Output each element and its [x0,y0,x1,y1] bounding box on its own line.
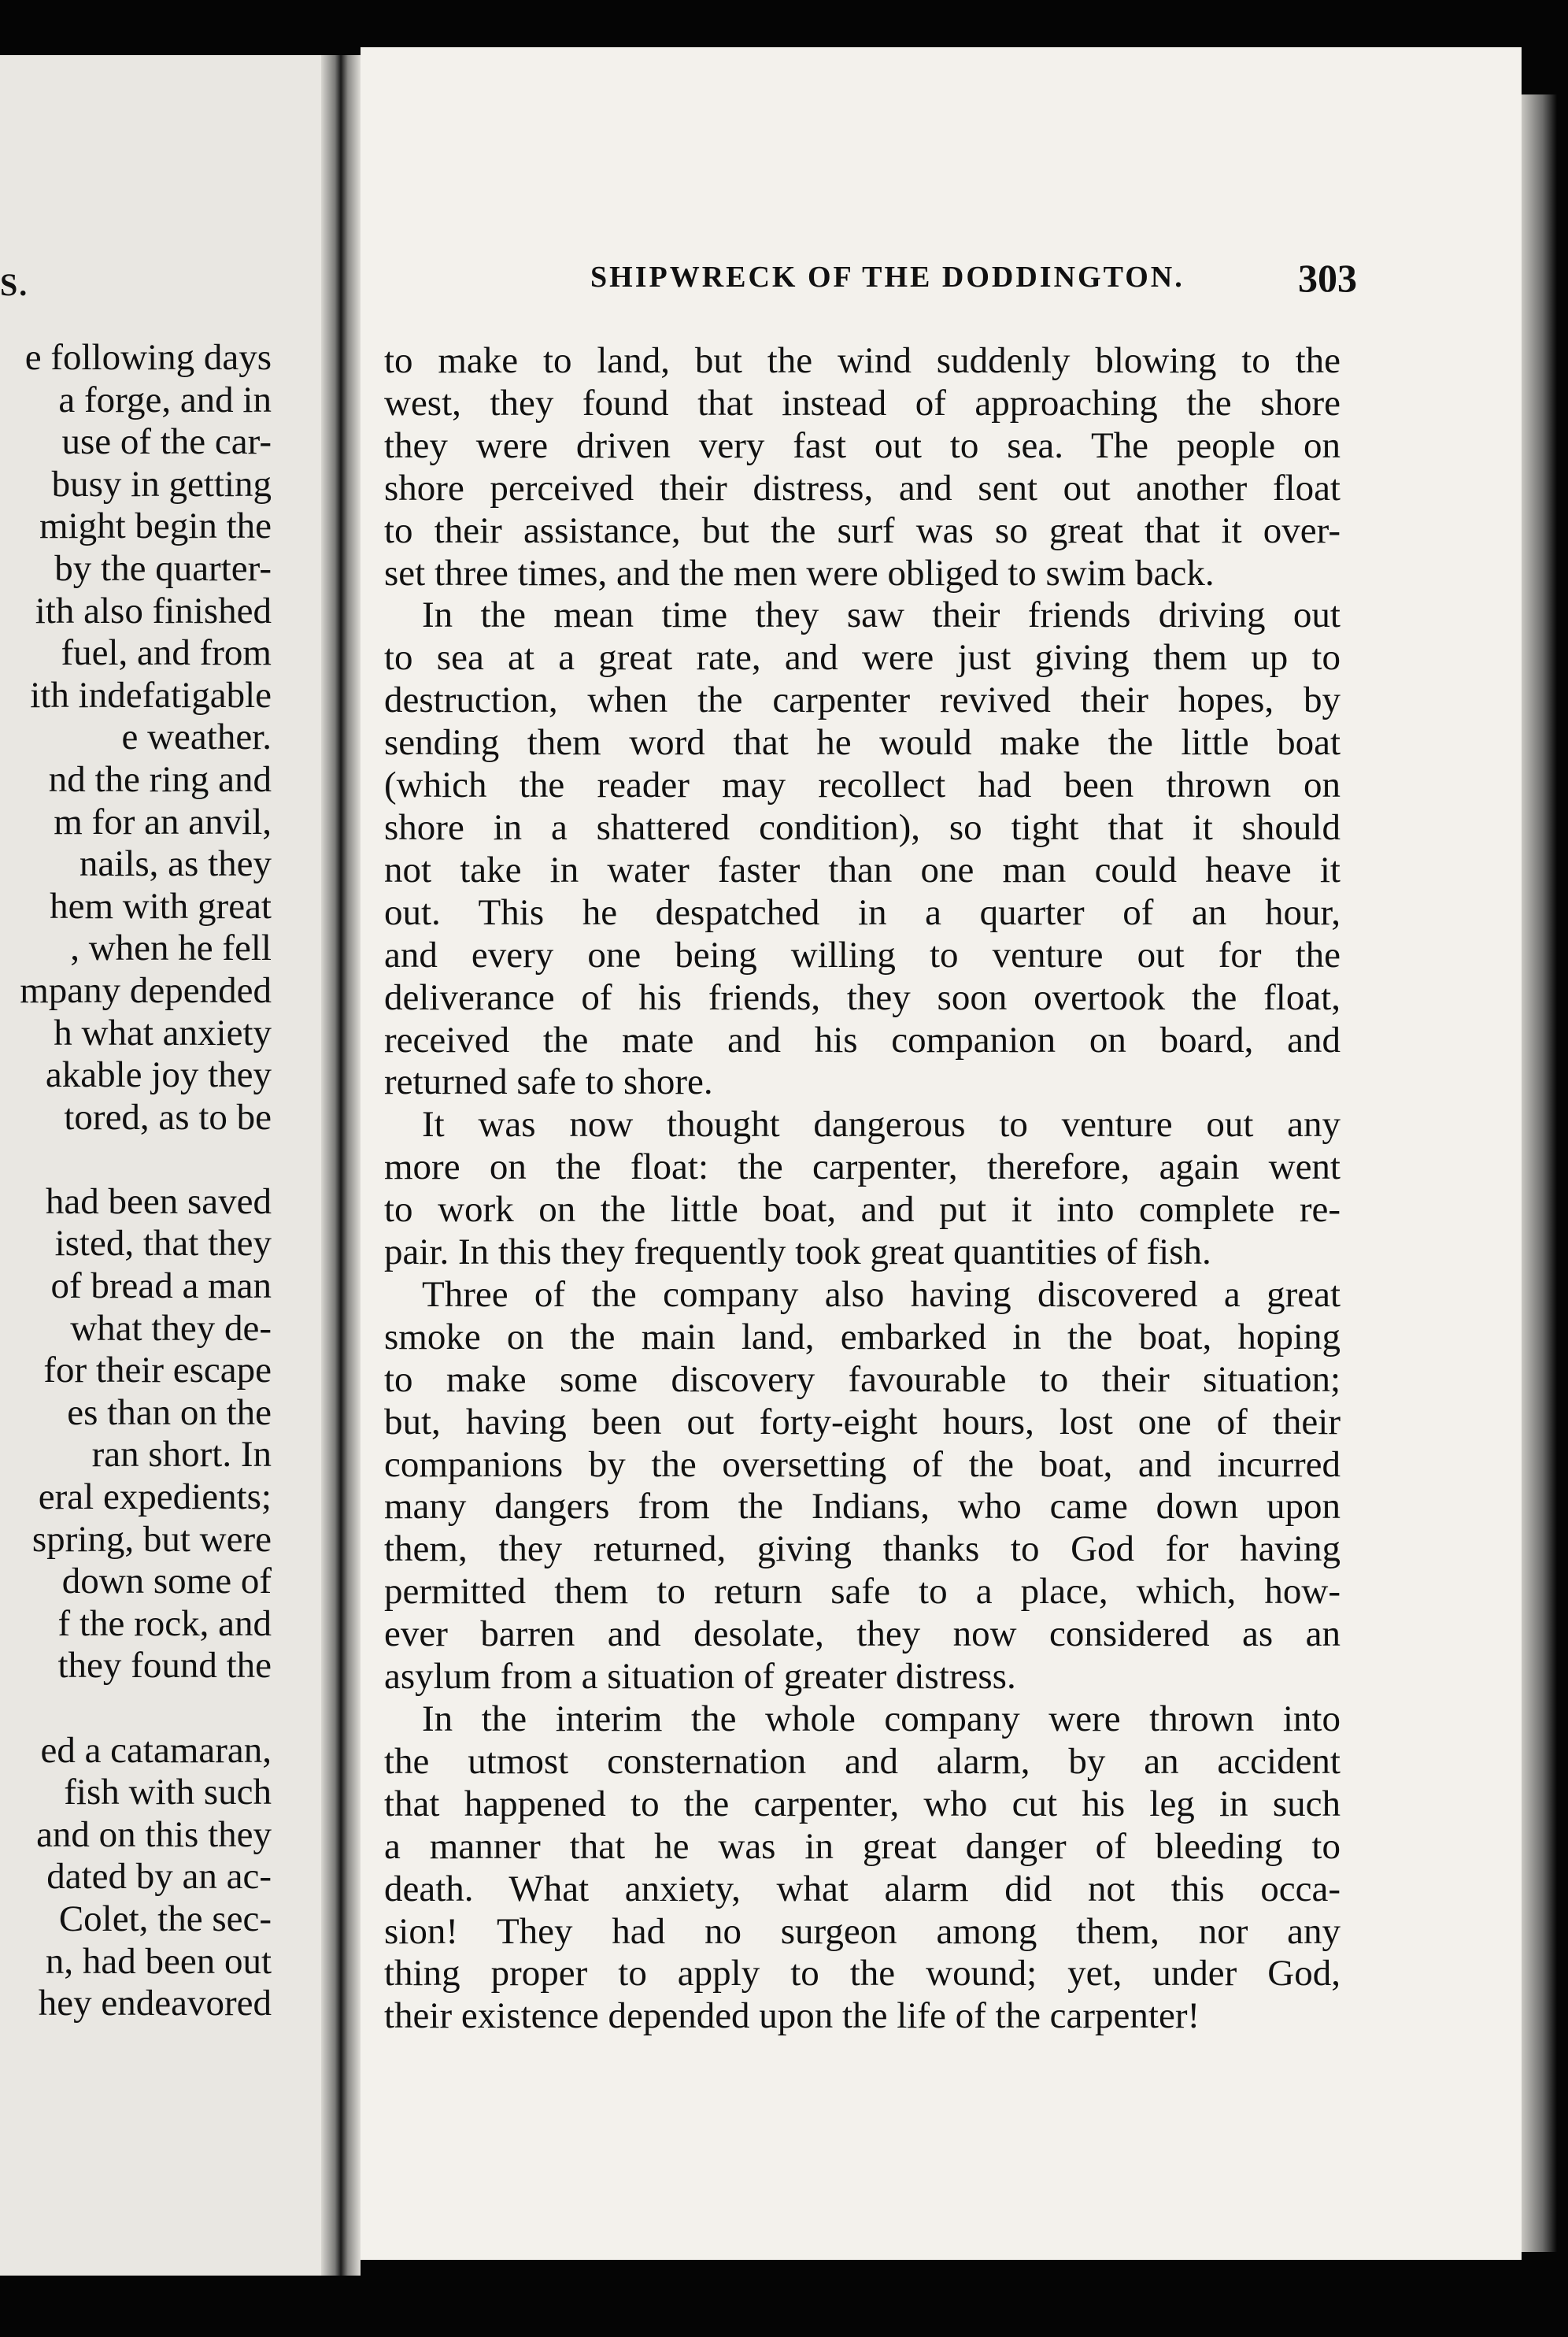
left-text-line: tored, as to be [64,1096,272,1138]
text-line: to work on the little boat, and put it into complete re- [384,1189,1341,1231]
left-text-line: h what anxiety [54,1012,272,1054]
text-line: more on the float: the carpenter, therefore, again went [384,1146,1341,1188]
left-text-line: ran short. In [91,1434,272,1476]
left-text-line: for their escape [43,1350,272,1391]
left-text-line: m for an anvil, [54,801,272,843]
left-text-line: a forge, and in [58,379,272,420]
text-line: smoke on the main land, embarked in the boat, hoping [384,1316,1341,1357]
left-text-line: n, had been out [45,1940,272,1982]
left-page-text [0,337,272,2025]
text-line: and every one being willing to venture out for the [384,934,1341,976]
text-line: to their assistance, but the surf was so great that it over- [384,509,1341,551]
page-number: 303 [1298,256,1357,300]
text-line: returned safe to shore. [384,1061,713,1103]
left-text-line: nd the ring and [48,758,272,800]
left-text-line: hem with great [50,885,272,927]
left-text-line: of bread a man [50,1265,272,1307]
left-text-line: they found the [57,1645,272,1687]
left-text-line: hey endeavored [38,1983,272,2024]
left-text-line: what they de- [70,1307,272,1349]
text-line: destruction, when the carpenter revived their hopes, by [384,680,1341,721]
left-text-line: fuel, and from [61,632,272,674]
text-line: to make to land, but the wind suddenly blowing to the [384,340,1341,381]
left-text-line: e weather. [121,717,272,758]
text-line: pair. In this they frequently took great quantities of fish. [384,1231,1211,1273]
left-text-line: , when he fell [70,928,272,969]
left-text-line: f the rock, and [57,1602,272,1644]
text-line: In the mean time they saw their friends driving out [422,594,1341,636]
text-line: their existence depended upon the life of the carpenter! [384,1995,1200,2037]
text-line: deliverance of his friends, they soon overtook the float, [384,976,1341,1018]
text-line: companions by the oversetting of the boat, and incurred [384,1443,1341,1485]
left-text-line: and on this they [36,1813,272,1855]
left-text-line: es than on the [67,1391,272,1433]
text-line: to make some discovery favourable to their situation; [384,1358,1341,1400]
page-edge [1522,94,1557,2252]
left-text-line: dated by an ac- [46,1856,272,1898]
left-text-line: isted, that they [54,1223,272,1265]
left-text-line: nails, as they [79,843,272,885]
text-line: permitted them to return safe to a place, which, how- [384,1571,1341,1613]
left-text-line: ith indefatigable [30,674,272,716]
left-text-line [0,1687,272,1730]
text-line: to sea at a great rate, and were just giving them up to [384,637,1341,679]
text-line: sending them word that he would make the little boat [384,722,1341,764]
text-line: but, having been out forty-eight hours, lost one of their [384,1401,1341,1443]
text-line: a manner that he was in great danger of bleeding to [384,1825,1341,1867]
text-line: Three of the company also having discovered a great [422,1273,1341,1315]
left-text-line: use of the car- [61,421,272,463]
text-line: asylum from a situation of greater distress. [384,1656,1016,1698]
left-text-line: mpany depended [20,969,272,1011]
text-line: sion! They had no surgeon among them, nor any [384,1910,1341,1952]
left-text-line: ed a catamaran, [40,1729,272,1771]
left-text-line: had been saved [45,1180,272,1222]
running-head: SHIPWRECK OF THE DODDINGTON. [590,261,1185,294]
text-line: out. This he despatched in a quarter of an hour, [384,891,1341,933]
left-text-line: akable joy they [45,1054,272,1096]
text-line: thing proper to apply to the wound; yet, under God, [384,1953,1341,1994]
left-text-line: might begin the [39,506,272,547]
left-text-line: eral expedients; [38,1476,272,1518]
text-line: shore in a shattered condition), so tight that it should [384,806,1341,848]
text-line: the utmost consternation and alarm, by an accident [384,1740,1341,1782]
text-line: (which the reader may recollect had been thrown on [384,765,1341,806]
book-gutter [321,55,361,2276]
left-text-line: down some of [61,1561,272,1602]
text-line: death. What anxiety, what alarm did not this occa- [384,1868,1341,1909]
left-text-line: by the quarter- [54,547,272,589]
left-text-line: ith also finished [35,590,272,631]
text-line: many dangers from the Indians, who came down upon [384,1486,1341,1528]
text-line: not take in water faster than one man could heave it [384,849,1341,891]
text-line: set three times, and the men were obliged to swim back. [384,552,1215,594]
left-text-line: e following days [24,337,272,378]
left-text-line: fish with such [64,1772,272,1813]
text-line: ever barren and desolate, they now considered as an [384,1613,1341,1655]
left-text-line: busy in getting [51,463,272,505]
text-line: them, they returned, giving thanks to God for having [384,1528,1341,1570]
text-line: In the interim the whole company were thrown into [422,1698,1341,1739]
left-text-line: spring, but were [31,1518,272,1560]
text-line: It was now thought dangerous to venture out any [422,1104,1341,1146]
text-line: they were driven very fast out to sea. The people on [384,424,1341,466]
text-line: received the mate and his companion on board, and [384,1019,1341,1061]
left-running-head: S. [0,267,29,302]
text-line: that happened to the carpenter, who cut his leg in such [384,1783,1341,1824]
text-line: shore perceived their distress, and sent out another float [384,467,1341,509]
left-text-line: Colet, the sec- [58,1898,272,1939]
text-line: west, they found that instead of approaching the shore [384,382,1341,424]
right-page-text [384,340,1341,2038]
left-text-line [0,1139,272,1181]
